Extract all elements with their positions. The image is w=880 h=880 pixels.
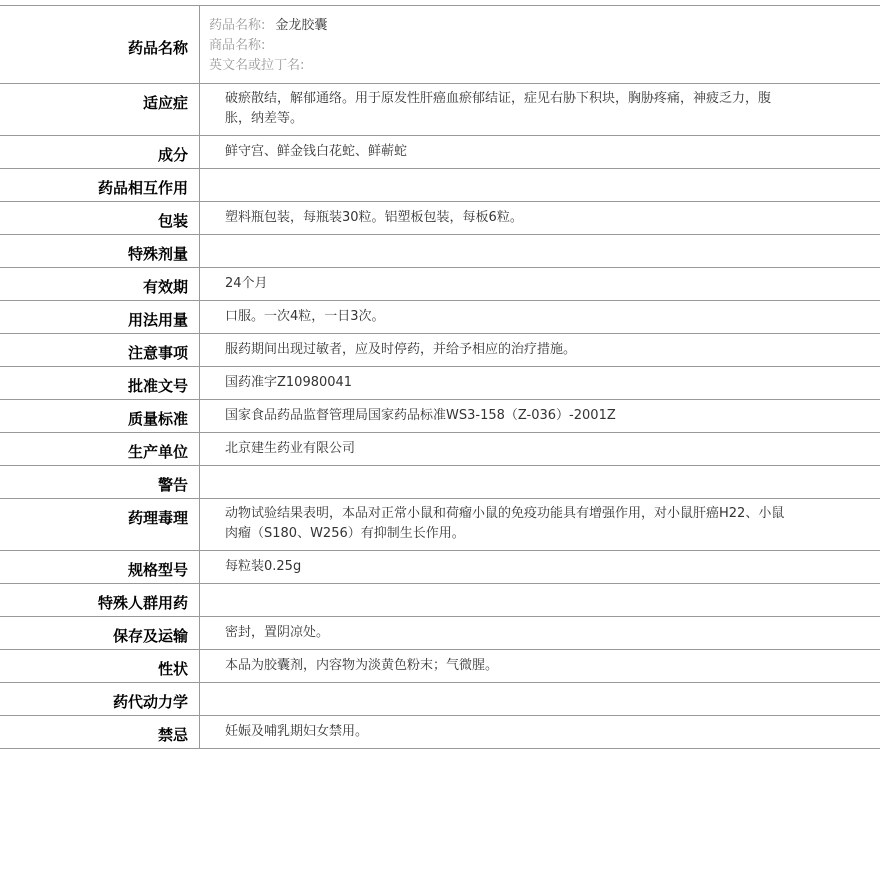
row-value bbox=[200, 235, 880, 267]
generic-name-key: 药品名称: bbox=[209, 18, 266, 33]
row-label: 生产单位 bbox=[0, 433, 200, 465]
table-row bbox=[0, 617, 880, 650]
row-label: 保存及运输 bbox=[0, 617, 200, 649]
row-label: 禁忌 bbox=[0, 716, 200, 748]
row-label: 特殊剂量 bbox=[0, 235, 200, 267]
row-label: 有效期 bbox=[0, 268, 200, 300]
table-row bbox=[0, 716, 880, 749]
table-row bbox=[0, 433, 880, 466]
row-value: 口服。一次4粒，一日3次。 bbox=[225, 309, 385, 324]
drug-info-table bbox=[0, 5, 880, 749]
row-label: 适应症 bbox=[0, 84, 200, 135]
row-label: 包装 bbox=[0, 202, 200, 234]
row-label: 注意事项 bbox=[0, 334, 200, 366]
table-row bbox=[0, 499, 880, 551]
row-value: 北京建生药业有限公司 bbox=[225, 441, 356, 456]
table-row bbox=[0, 650, 880, 683]
row-label: 特殊人群用药 bbox=[0, 584, 200, 616]
row-value bbox=[200, 169, 880, 201]
row-value: 动物试验结果表明，本品对正常小鼠和荷瘤小鼠的免疫功能具有增强作用，对小鼠肝癌H22、小鼠肉瘤（S180、W256）有抑制生长作用。 bbox=[225, 506, 785, 541]
table-row bbox=[0, 367, 880, 400]
table-row bbox=[0, 301, 880, 334]
table-row bbox=[0, 466, 880, 499]
row-label: 成分 bbox=[0, 136, 200, 168]
table-row bbox=[0, 551, 880, 584]
row-value: 24个月 bbox=[225, 276, 268, 291]
row-value: 塑料瓶包装，每瓶装30粒。铝塑板包装，每板6粒。 bbox=[225, 210, 523, 225]
row-value bbox=[200, 466, 880, 498]
table-row bbox=[0, 268, 880, 301]
table-row bbox=[0, 683, 880, 716]
table-row bbox=[0, 334, 880, 367]
row-value: 妊娠及哺乳期妇女禁用。 bbox=[225, 724, 369, 739]
row-value: 本品为胶囊剂，内容物为淡黄色粉末；气微腥。 bbox=[225, 658, 499, 673]
row-value: 密封，置阴凉处。 bbox=[225, 625, 330, 640]
table-row bbox=[0, 84, 880, 136]
row-label: 质量标准 bbox=[0, 400, 200, 432]
row-value bbox=[200, 584, 880, 616]
english-name-line bbox=[209, 56, 790, 76]
row-label: 药品名称 bbox=[0, 6, 200, 83]
row-value: 每粒装0.25g bbox=[225, 559, 302, 574]
row-value: 鲜守宫、鲜金钱白花蛇、鲜蕲蛇 bbox=[225, 144, 408, 159]
table-row bbox=[0, 136, 880, 169]
table-row bbox=[0, 169, 880, 202]
generic-name-line bbox=[209, 16, 790, 36]
row-label: 药理毒理 bbox=[0, 499, 200, 550]
trade-name-line bbox=[209, 36, 790, 56]
table-row bbox=[0, 584, 880, 617]
row-label: 规格型号 bbox=[0, 551, 200, 583]
row-label: 性状 bbox=[0, 650, 200, 682]
drug-name-values bbox=[200, 6, 880, 83]
row-label: 批准文号 bbox=[0, 367, 200, 399]
drug-name-row bbox=[0, 6, 880, 84]
table-row bbox=[0, 202, 880, 235]
trade-name-key: 商品名称: bbox=[209, 38, 266, 53]
row-label: 警告 bbox=[0, 466, 200, 498]
table-row bbox=[0, 400, 880, 433]
row-value: 国药准字Z10980041 bbox=[225, 375, 353, 390]
table-row bbox=[0, 235, 880, 268]
row-value: 国家食品药品监督管理局国家药品标准WS3-158（Z-036）-2001Z bbox=[225, 408, 616, 423]
row-label: 用法用量 bbox=[0, 301, 200, 333]
row-value: 破瘀散结，解郁通络。用于原发性肝癌血瘀郁结证，症见右胁下积块，胸胁疼痛，神疲乏力，腹胀，纳差等。 bbox=[225, 91, 772, 126]
row-label: 药代动力学 bbox=[0, 683, 200, 715]
row-value: 服药期间出现过敏者，应及时停药，并给予相应的治疗措施。 bbox=[225, 342, 577, 357]
english-name-key: 英文名或拉丁名: bbox=[209, 58, 305, 73]
row-value bbox=[200, 683, 880, 715]
generic-name-value: 金龙胶囊 bbox=[275, 18, 328, 33]
row-label: 药品相互作用 bbox=[0, 169, 200, 201]
